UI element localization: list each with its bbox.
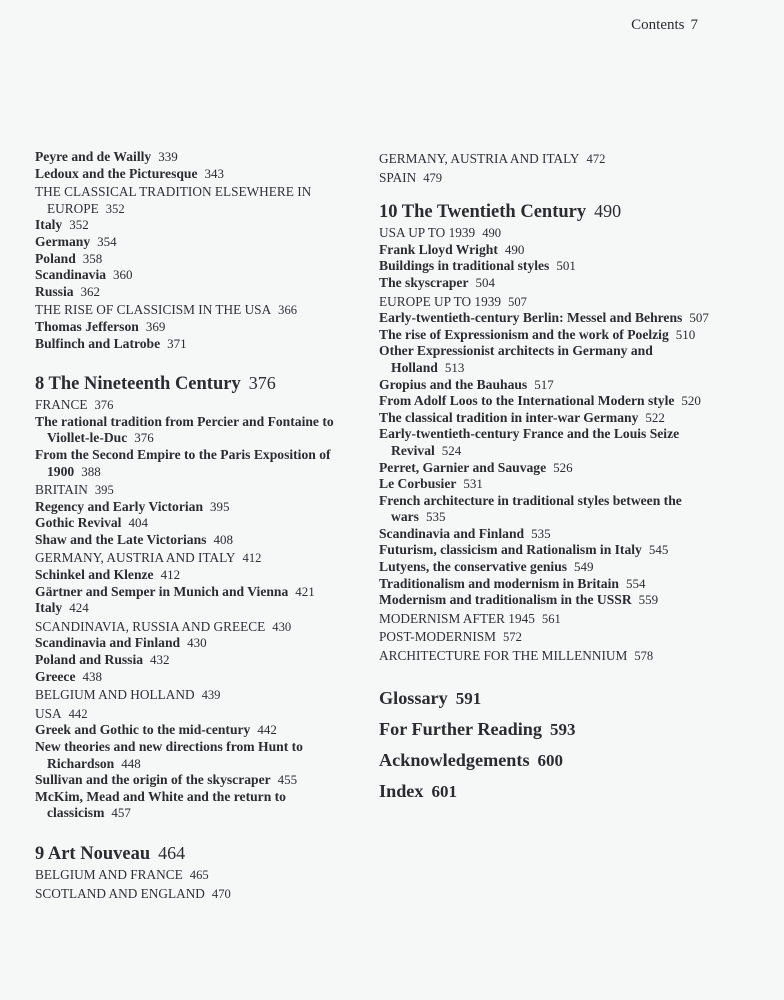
toc-entry-page: 464 — [158, 842, 186, 863]
toc-entry-page: 507 — [689, 310, 709, 326]
toc-entry-sub — [35, 584, 365, 601]
toc-entry-title: Regency and Early Victorian — [35, 498, 204, 514]
toc-entry-title: Buildings in traditional styles — [379, 258, 550, 274]
toc-entry-page: 430 — [187, 635, 207, 651]
toc-entry-section — [35, 619, 365, 636]
toc-entry-sub — [35, 319, 365, 336]
toc-entry-title: Greece — [35, 668, 76, 684]
toc-entry-title: 10 The Twentieth Century — [379, 202, 587, 223]
toc-entry-section — [35, 687, 365, 704]
toc-entry-page: 432 — [150, 652, 170, 668]
toc-entry-title: Lutyens, the conservative genius — [379, 559, 568, 575]
toc-entry-title: New theories and new directions from Hunt to Richardson — [35, 739, 303, 771]
toc-entry-sub — [379, 327, 709, 344]
toc-entry-title: SCOTLAND AND ENGLAND — [35, 885, 205, 901]
toc-entry-sub — [35, 149, 365, 166]
toc-entry-sub — [35, 635, 365, 652]
toc-entry-sub — [35, 414, 365, 447]
toc-entry-title: Thomas Jefferson — [35, 318, 139, 334]
toc-entry-title: Poland — [35, 250, 76, 266]
toc-entry-chapter — [35, 842, 365, 865]
toc-entry-page: 600 — [537, 750, 564, 770]
toc-entry-title: 9 Art Nouveau — [35, 843, 151, 864]
toc-entry-title: Other Expressionist architects in Germany and Holland — [379, 343, 653, 375]
toc-entry-page: 507 — [508, 294, 527, 309]
running-head-label: Contents — [631, 17, 685, 33]
toc-entry-page: 358 — [82, 250, 103, 266]
toc-entry-sub — [35, 722, 365, 739]
toc-entry-page: 549 — [574, 559, 594, 575]
toc-entry-page: 352 — [105, 201, 125, 216]
toc-entry-section — [35, 482, 365, 499]
toc-entry-title: SPAIN — [379, 169, 417, 185]
toc-entry-title: Traditionalism and modernism in Britain — [379, 575, 619, 591]
toc-entry-title: BELGIUM AND FRANCE — [35, 866, 183, 882]
toc-entry-sub — [379, 460, 709, 477]
toc-entry-title: GERMANY, AUSTRIA AND ITALY — [379, 151, 580, 166]
toc-left-column — [35, 149, 365, 902]
toc-entry-title: ARCHITECTURE FOR THE MILLENNIUM — [379, 648, 628, 664]
toc-entry-sub — [379, 258, 709, 275]
toc-entry-chapter — [35, 372, 365, 395]
toc-entry-sub — [379, 410, 709, 427]
toc-entry-page: 360 — [113, 267, 133, 283]
toc-entry-sub — [379, 343, 709, 376]
toc-entry-page: 412 — [242, 551, 262, 566]
toc-entry-page: 513 — [444, 359, 465, 375]
toc-entry-sub — [35, 284, 365, 301]
toc-entry-title: Germany — [35, 233, 91, 249]
toc-entry-title: BELGIUM AND HOLLAND — [35, 687, 195, 703]
toc-entry-title: THE CLASSICAL TRADITION ELSEWHERE IN EUROPE — [35, 184, 312, 216]
toc-entry-back — [379, 776, 709, 807]
toc-entry-title: The rise of Expressionism and the work of Poelzig — [379, 326, 669, 342]
toc-entry-page: 490 — [594, 201, 622, 222]
toc-entry-page: 517 — [534, 376, 554, 392]
toc-entry-title: McKim, Mead and White and the return to classicism — [35, 788, 286, 821]
toc-entry-title: THE RISE OF CLASSICISM IN THE USA — [35, 302, 272, 318]
toc-entry-title: Early-twentieth-century France and the Louis Seize Revival — [379, 426, 680, 458]
toc-entry-sub — [35, 739, 365, 772]
toc-entry-title: GERMANY, AUSTRIA AND ITALY — [35, 550, 236, 566]
toc-entry-section — [379, 170, 709, 187]
toc-entry-page: 490 — [482, 226, 502, 241]
toc-entry-sub — [35, 336, 365, 353]
toc-entry-title: Greek and Gothic to the mid-century — [35, 722, 251, 738]
toc-entry-title: Scandinavia and Finland — [35, 635, 181, 651]
toc-entry-back — [379, 745, 709, 776]
toc-entry-page: 526 — [553, 459, 573, 475]
toc-entry-title: The rational tradition from Percier and Fontaine to Viollet-le-Duc — [35, 413, 334, 446]
toc-entry-sub — [379, 426, 709, 459]
toc-entry-title: BRITAIN — [35, 482, 88, 498]
toc-entry-section — [379, 294, 709, 311]
toc-entry-page: 520 — [681, 393, 701, 409]
toc-entry-section — [35, 706, 365, 723]
toc-entry-page: 448 — [121, 755, 141, 771]
toc-entry-title: FRANCE — [35, 397, 88, 413]
toc-entry-sub — [379, 275, 709, 292]
toc-entry-sub — [379, 493, 709, 526]
toc-entry-title: MODERNISM AFTER 1945 — [379, 610, 535, 626]
toc-entry-page: 501 — [556, 258, 576, 274]
toc-entry-title: Russia — [35, 283, 74, 299]
toc-entry-title: Italy — [35, 600, 63, 616]
toc-entry-page: 404 — [128, 515, 148, 531]
toc-entry-page: 430 — [272, 619, 292, 634]
toc-entry-sub — [35, 515, 365, 532]
toc-entry-page: 479 — [423, 170, 443, 185]
toc-entry-page: 455 — [277, 772, 298, 788]
toc-entry-back — [379, 683, 709, 714]
toc-entry-sub — [379, 476, 709, 493]
toc-entry-title: USA — [35, 705, 62, 721]
toc-entry-sub — [379, 592, 709, 609]
toc-entry-title: Poland and Russia — [35, 652, 144, 668]
toc-entry-page: 572 — [503, 630, 522, 645]
toc-entry-sub — [379, 377, 709, 394]
toc-entry-page: 339 — [158, 149, 178, 164]
toc-entry-page: 376 — [248, 373, 276, 394]
toc-entry-sub — [35, 166, 365, 183]
toc-entry-sub — [35, 447, 365, 480]
toc-entry-section — [35, 550, 365, 567]
toc-entry-page: 470 — [211, 886, 231, 901]
toc-entry-title: Perret, Garnier and Sauvage — [379, 459, 547, 475]
toc-entry-page: 457 — [111, 805, 131, 821]
toc-entry-section — [35, 867, 365, 884]
toc-entry-sub — [379, 242, 709, 259]
toc-entry-page: 376 — [134, 430, 154, 446]
toc-right-column — [379, 149, 709, 807]
toc-entry-title: EUROPE UP TO 1939 — [379, 293, 502, 309]
toc-entry-page: 408 — [213, 531, 233, 547]
toc-entry-page: 510 — [675, 326, 696, 342]
toc-entry-section — [379, 611, 709, 628]
running-head — [631, 17, 698, 34]
toc-entry-title: SCANDINAVIA, RUSSIA AND GREECE — [35, 618, 266, 634]
toc-entry-page: 465 — [189, 867, 209, 882]
toc-entry-title: The classical tradition in inter-war Germany — [379, 409, 639, 425]
toc-entry-page: 442 — [68, 706, 88, 721]
toc-entry-title: Gothic Revival — [35, 515, 122, 531]
toc-entry-page: 559 — [638, 592, 659, 608]
page-number: 7 — [690, 17, 698, 33]
toc-entry-title: Schinkel and Klenze — [35, 567, 154, 583]
toc-entry-title: From Adolf Loos to the International Modern style — [379, 393, 675, 409]
toc-entry-title: Shaw and the Late Victorians — [35, 531, 207, 547]
toc-entry-sub — [35, 267, 365, 284]
toc-entry-title: Scandinavia and Finland — [379, 525, 525, 541]
toc-entry-title: For Further Reading — [379, 718, 543, 739]
toc-entry-sub — [35, 217, 365, 234]
toc-entry-page: 472 — [586, 152, 606, 166]
toc-entry-title: Futurism, classicism and Rationalism in Italy — [379, 542, 642, 558]
toc-entry-section — [35, 184, 365, 217]
toc-entry-title: Peyre and de Wailly — [35, 149, 152, 164]
toc-entry-page: 531 — [463, 476, 483, 492]
toc-entry-page: 366 — [278, 303, 298, 318]
toc-entry-title: Bulfinch and Latrobe — [35, 335, 161, 351]
toc-entry-sub — [35, 567, 365, 584]
toc-entry-page: 354 — [97, 233, 117, 249]
toc-entry-page: 371 — [167, 335, 187, 351]
toc-entry-title: Ledoux and the Picturesque — [35, 165, 198, 181]
toc-entry-page: 362 — [80, 283, 101, 299]
toc-entry-page: 395 — [210, 498, 230, 514]
toc-entry-sub — [35, 600, 365, 617]
toc-entry-page: 343 — [204, 165, 225, 181]
toc-entry-sub — [379, 542, 709, 559]
toc-entry-sub — [379, 559, 709, 576]
toc-entry-page: 524 — [441, 442, 462, 458]
toc-entry-title: Glossary — [379, 687, 448, 708]
toc-entry-page: 545 — [648, 542, 669, 558]
toc-entry-sub — [35, 532, 365, 549]
toc-entry-page: 535 — [531, 525, 551, 541]
toc-entry-page: 593 — [550, 719, 576, 739]
toc-entry-sub — [379, 310, 709, 327]
toc-entry-section — [35, 397, 365, 414]
toc-entry-sub — [35, 234, 365, 251]
toc-entry-section — [35, 302, 365, 319]
toc-entry-title: Sullivan and the origin of the skyscraper — [35, 772, 271, 788]
toc-entry-page: 352 — [69, 217, 89, 233]
toc-entry-page: 438 — [82, 668, 102, 684]
toc-entry-title: Acknowledgements — [379, 749, 530, 770]
toc-entry-sub — [379, 526, 709, 543]
toc-entry-title: Gärtner and Semper in Munich and Vienna — [35, 583, 289, 599]
toc-entry-sub — [379, 393, 709, 410]
toc-entry-page: 412 — [160, 567, 181, 583]
toc-entry-sub — [35, 772, 365, 789]
toc-entry-page: 561 — [541, 611, 561, 626]
toc-entry-title: Index — [379, 780, 424, 801]
toc-entry-page: 376 — [94, 398, 114, 413]
toc-entry-title: The skyscraper — [379, 274, 469, 290]
toc-entry-page: 490 — [504, 241, 525, 257]
toc-entry-page: 554 — [625, 575, 646, 591]
toc-entry-back — [379, 714, 709, 745]
toc-entry-section — [379, 648, 709, 665]
toc-entry-page: 522 — [645, 409, 665, 425]
toc-entry-title: 8 The Nineteenth Century — [35, 374, 241, 395]
toc-entry-sub — [35, 499, 365, 516]
toc-entry-page: 439 — [201, 688, 221, 703]
toc-entry-section — [379, 629, 709, 646]
toc-entry-page: 535 — [425, 509, 446, 525]
toc-entry-sub — [35, 251, 365, 268]
toc-entry-title: Gropius and the Bauhaus — [379, 376, 528, 392]
toc-entry-page: 424 — [69, 600, 89, 616]
toc-entry-sub — [379, 576, 709, 593]
toc-entry-page: 395 — [94, 483, 114, 498]
toc-entry-title: From the Second Empire to the Paris Exposition of 1900 — [35, 446, 331, 479]
toc-entry-title: Modernism and traditionalism in the USSR — [379, 592, 632, 608]
toc-entry-title: Le Corbusier — [379, 476, 457, 492]
toc-entry-sub — [35, 669, 365, 686]
toc-entry-section — [379, 151, 709, 168]
toc-entry-title: French architecture in traditional styles between the wars — [379, 492, 682, 525]
toc-entry-section — [379, 225, 709, 242]
toc-entry-page: 504 — [475, 274, 495, 290]
toc-entry-page: 591 — [455, 688, 482, 708]
toc-entry-page: 388 — [81, 463, 101, 479]
toc-entry-title: POST-MODERNISM — [379, 629, 496, 645]
toc-entry-title: Italy — [35, 217, 63, 233]
toc-entry-page: 369 — [145, 318, 166, 334]
toc-entry-sub — [35, 789, 365, 822]
toc-entry-page: 578 — [634, 649, 654, 664]
toc-entry-section — [35, 886, 365, 903]
toc-entry-title: USA UP TO 1939 — [379, 225, 476, 241]
toc-entry-chapter — [379, 200, 709, 223]
toc-entry-page: 421 — [295, 583, 315, 599]
toc-entry-title: Scandinavia — [35, 267, 107, 283]
toc-entry-page: 442 — [257, 722, 277, 738]
toc-entry-title: Frank Lloyd Wright — [379, 241, 498, 257]
toc-entry-sub — [35, 652, 365, 669]
toc-entry-page: 601 — [431, 781, 457, 801]
toc-entry-title: Early-twentieth-century Berlin: Messel and Behrens — [379, 310, 683, 326]
